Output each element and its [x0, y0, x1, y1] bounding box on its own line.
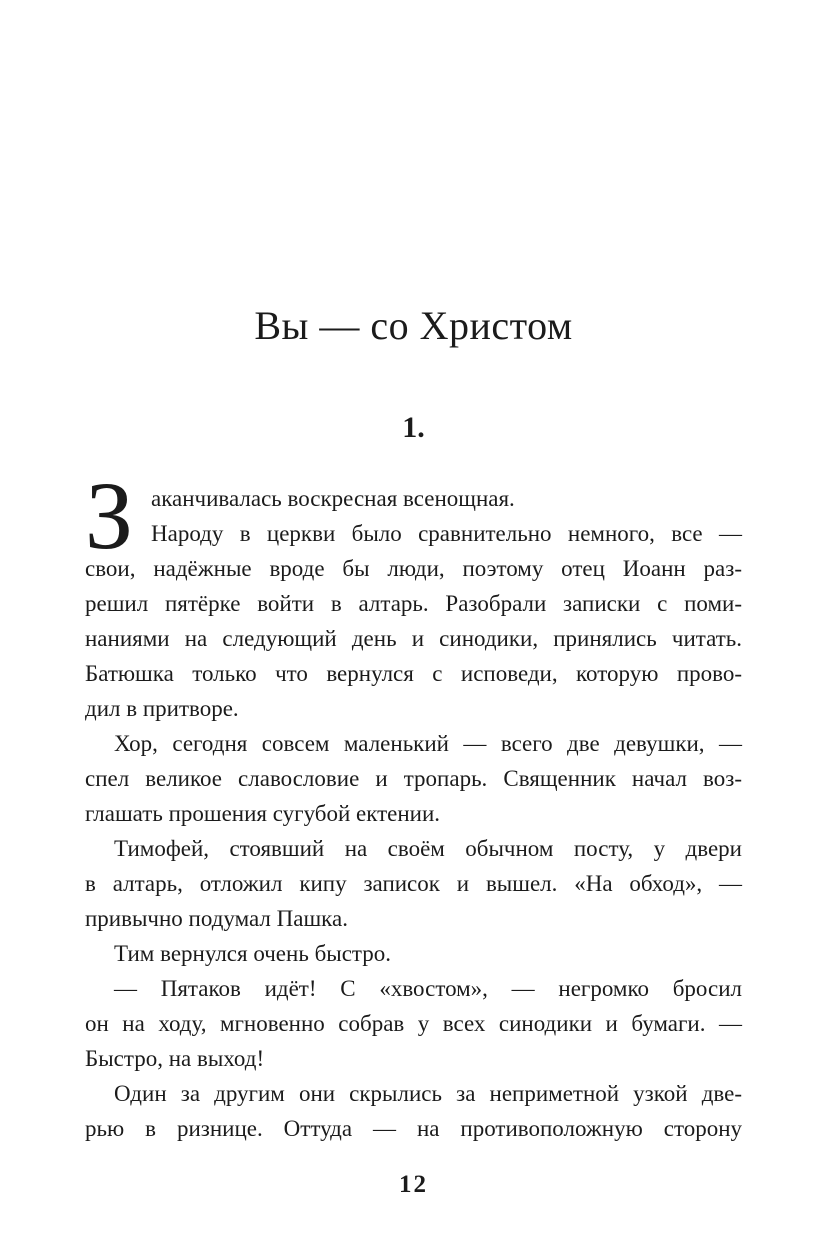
text-line: Один за другим они скрылись за неприметной узкой две- [114, 1081, 742, 1106]
body-text [85, 462, 742, 1146]
text-line: спел великое славословие и тропарь. Священник начал воз- [85, 766, 742, 791]
section-number: 1. [402, 411, 425, 444]
text-line: дил в притворе. [85, 696, 239, 721]
text-line: в алтарь, отложил кипу записок и вышел. «На обход», — [85, 871, 742, 896]
text-line: глашать прошения сугубой ектении. [85, 801, 441, 826]
text-line: свои, надёжные вроде бы люди, поэтому отец Иоанн раз- [85, 556, 742, 581]
text-line: наниями на следующий день и синодики, принялись читать. [85, 626, 742, 651]
text-line: Хор, сегодня совсем маленький — всего две девушки, — [114, 731, 742, 756]
text-line: решил пятёрке войти в алтарь. Разобрали записки с поми- [85, 591, 742, 616]
text-line: он на ходу, мгновенно собрав у всех синодики и бумаги. — [85, 1011, 742, 1036]
text-line: Тим вернулся очень быстро. [114, 941, 392, 966]
text-line: Быстро, на выход! [85, 1046, 265, 1071]
drop-cap: З [85, 462, 134, 569]
page-number: 12 [399, 1171, 428, 1198]
text-line: рью в ризнице. Оттуда — на противоположную сторону [85, 1116, 742, 1141]
text-line: аканчивалась воскресная всенощная. [151, 486, 515, 511]
text-line: Батюшка только что вернулся с исповеди, которую прово- [85, 661, 742, 686]
text-line: Народу в церкви было сравнительно немного, все — [151, 521, 742, 546]
chapter-title: Вы — со Христом [254, 303, 573, 348]
text-line: привычно подумал Пашка. [85, 906, 348, 931]
text-line: — Пятаков идёт! С «хвостом», — негромко бросил [114, 976, 742, 1001]
text-line: Тимофей, стоявший на своём обычном посту, у двери [114, 836, 742, 861]
